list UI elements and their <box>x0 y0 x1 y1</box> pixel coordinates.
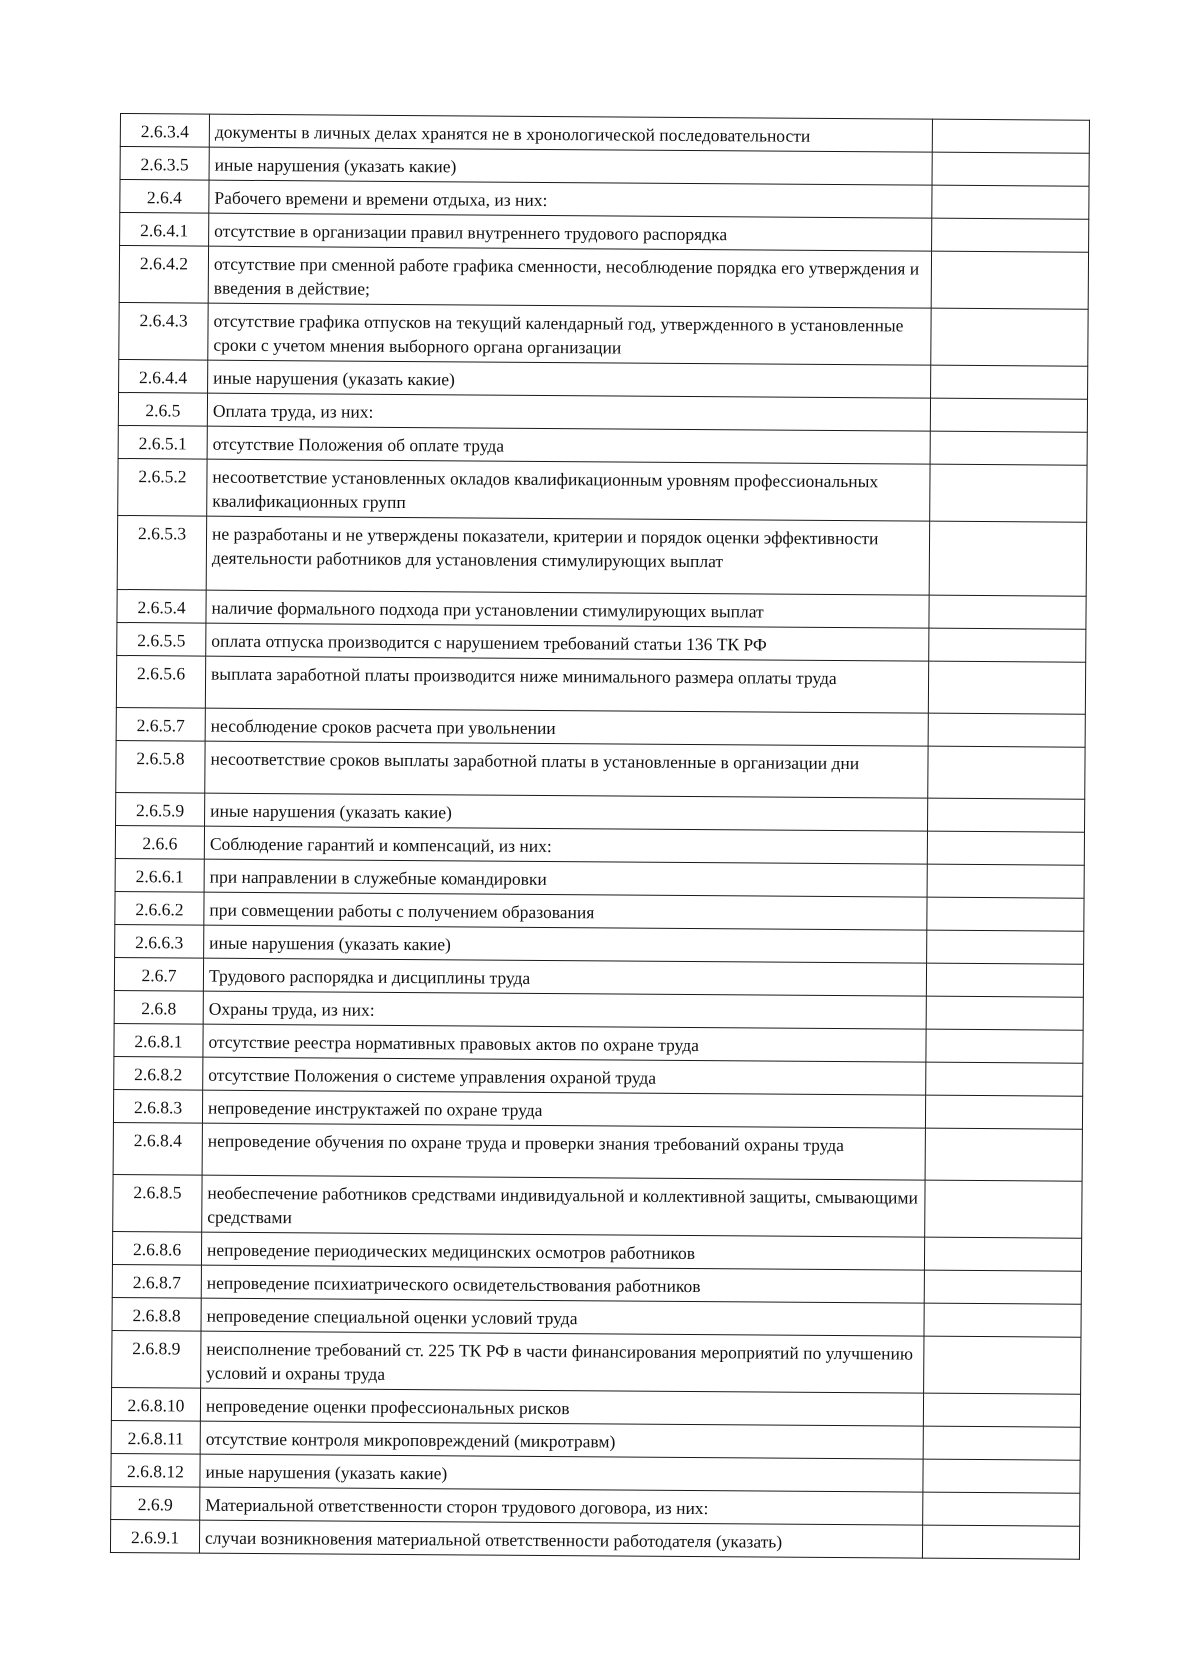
item-description: Рабочего времени и времени отдыха, из них: <box>209 180 932 218</box>
item-number: 2.6.8.8 <box>112 1297 201 1331</box>
item-number: 2.6.8 <box>114 990 203 1024</box>
item-mark-cell <box>928 661 1085 714</box>
item-mark-cell <box>932 185 1089 219</box>
item-mark-cell <box>932 218 1089 252</box>
item-description: несоблюдение сроков расчета при увольнении <box>205 708 928 746</box>
item-number: 2.6.6 <box>115 825 204 859</box>
table-row <box>119 246 1088 310</box>
item-number: 2.6.9 <box>111 1486 200 1520</box>
item-mark-cell <box>926 1062 1083 1096</box>
item-number: 2.6.8.3 <box>113 1089 202 1123</box>
item-description: отсутствие контроля микроповреждений (микротравм) <box>200 1421 923 1459</box>
item-description: отсутствие в организации правил внутреннего трудового распорядка <box>209 213 932 251</box>
item-number: 2.6.3.5 <box>120 147 209 181</box>
item-number: 2.6.8.1 <box>114 1023 203 1057</box>
item-mark-cell <box>931 308 1088 366</box>
table-row <box>116 740 1085 799</box>
item-description: необеспечение работников средствами индивидуальной и коллективной защиты, смывающими средствами <box>202 1175 925 1237</box>
item-number: 2.6.8.9 <box>112 1330 201 1388</box>
item-number: 2.6.8.2 <box>114 1056 203 1090</box>
item-number: 2.6.5.7 <box>116 707 205 741</box>
item-mark-cell <box>931 365 1088 399</box>
item-mark-cell <box>927 897 1084 931</box>
item-mark-cell <box>930 398 1087 432</box>
item-description: оплата отпуска производится с нарушением требований статьи 136 ТК РФ <box>206 623 929 661</box>
item-description: документы в личных делах хранятся не в хронологической последовательности <box>209 114 932 152</box>
item-description: Охраны труда, из них: <box>203 991 926 1029</box>
item-number: 2.6.5.9 <box>116 792 205 826</box>
item-number: 2.6.4.1 <box>120 213 209 247</box>
item-number: 2.6.4.2 <box>119 246 208 304</box>
item-description: отсутствие реестра нормативных правовых актов по охране труда <box>203 1024 926 1062</box>
table-row <box>113 1122 1082 1181</box>
item-mark-cell <box>923 1393 1080 1427</box>
item-description: неисполнение требований ст. 225 ТК РФ в части финансирования мероприятий по улучшению условий и охраны труда <box>201 1331 924 1393</box>
item-number: 2.6.4.4 <box>119 359 208 393</box>
item-description: выплата заработной платы производится ниже минимального размера оплаты труда <box>205 656 928 713</box>
item-mark-cell <box>929 628 1086 662</box>
item-number: 2.6.8.11 <box>111 1420 200 1454</box>
table-row <box>113 1174 1082 1238</box>
item-number: 2.6.6.3 <box>115 924 204 958</box>
item-mark-cell <box>928 713 1085 747</box>
item-description: несоответствие сроков выплаты заработной платы в установленные в организации дни <box>205 741 928 798</box>
item-mark-cell <box>924 1336 1081 1394</box>
item-description: Трудового распорядка и дисциплины труда <box>203 958 926 996</box>
table-row <box>117 515 1086 596</box>
item-mark-cell <box>927 864 1084 898</box>
item-number: 2.6.5.5 <box>117 622 206 656</box>
item-description: иные нарушения (указать какие) <box>204 925 927 963</box>
item-description: иные нарушения (указать какие) <box>205 793 928 831</box>
item-number: 2.6.5.2 <box>118 458 207 516</box>
item-mark-cell <box>922 1525 1079 1559</box>
item-description: Оплата труда, из них: <box>207 393 930 431</box>
item-mark-cell <box>927 831 1084 865</box>
item-number: 2.6.3.4 <box>120 114 209 148</box>
item-description: не разработаны и не утверждены показатели, критерии и порядок оценки эффективности деятельности работников для установления стимулирующих выплат <box>206 516 929 595</box>
item-mark-cell <box>925 1128 1082 1181</box>
item-number: 2.6.6.2 <box>115 891 204 925</box>
item-number: 2.6.4.3 <box>119 302 208 360</box>
table-row <box>119 302 1088 366</box>
item-mark-cell <box>932 152 1089 186</box>
item-description: непроведение периодических медицинских осмотров работников <box>201 1232 924 1270</box>
document-page <box>110 113 1090 1560</box>
item-mark-cell <box>924 1237 1081 1271</box>
item-number: 2.6.4 <box>120 180 209 214</box>
item-mark-cell <box>932 119 1089 153</box>
violations-checklist-table <box>110 113 1090 1560</box>
item-description: иные нарушения (указать какие) <box>208 360 931 398</box>
item-mark-cell <box>923 1426 1080 1460</box>
item-number: 2.6.8.7 <box>112 1264 201 1298</box>
item-mark-cell <box>926 996 1083 1030</box>
item-mark-cell <box>925 1095 1082 1129</box>
table-row <box>110 1519 1079 1559</box>
item-number: 2.6.5.6 <box>116 655 205 708</box>
item-description: непроведение обучения по охране труда и проверки знания требований охраны труда <box>202 1123 925 1180</box>
item-description: непроведение оценки профессиональных рисков <box>200 1388 923 1426</box>
item-description: отсутствие Положения об оплате труда <box>207 426 930 464</box>
item-description: Соблюдение гарантий и компенсаций, из них: <box>204 826 927 864</box>
item-description: при совмещении работы с получением образования <box>204 892 927 930</box>
item-description: несоответствие установленных окладов квалификационным уровням профессиональных квалификационных групп <box>207 459 930 521</box>
item-description: непроведение психиатрического освидетельствования работников <box>201 1265 924 1303</box>
item-number: 2.6.5 <box>118 392 207 426</box>
item-description: отсутствие Положения о системе управления охраной труда <box>203 1057 926 1095</box>
item-mark-cell <box>930 431 1087 465</box>
table-row <box>116 655 1085 714</box>
item-number: 2.6.5.1 <box>118 425 207 459</box>
item-number: 2.6.5.3 <box>117 515 207 590</box>
item-description: случаи возникновения материальной ответственности работодателя (указать) <box>199 1520 922 1558</box>
item-mark-cell <box>924 1303 1081 1337</box>
item-mark-cell <box>928 746 1085 799</box>
item-number: 2.6.5.4 <box>117 589 206 623</box>
item-description: иные нарушения (указать какие) <box>200 1454 923 1492</box>
item-number: 2.6.8.5 <box>113 1174 202 1232</box>
item-number: 2.6.7 <box>114 957 203 991</box>
item-number: 2.6.5.8 <box>116 740 205 793</box>
item-mark-cell <box>926 963 1083 997</box>
item-description: Материальной ответственности сторон трудового договора, из них: <box>200 1487 923 1525</box>
item-description: иные нарушения (указать какие) <box>209 147 932 185</box>
item-number: 2.6.8.12 <box>111 1453 200 1487</box>
item-description: наличие формального подхода при установлении стимулирующих выплат <box>206 590 929 628</box>
item-mark-cell <box>928 798 1085 832</box>
item-number: 2.6.8.4 <box>113 1122 202 1175</box>
item-number: 2.6.9.1 <box>110 1519 199 1553</box>
item-mark-cell <box>927 930 1084 964</box>
item-number: 2.6.8.10 <box>111 1387 200 1421</box>
item-mark-cell <box>924 1270 1081 1304</box>
item-mark-cell <box>931 251 1088 309</box>
item-mark-cell <box>929 595 1086 629</box>
table-row <box>118 458 1087 522</box>
item-mark-cell <box>923 1492 1080 1526</box>
item-description: отсутствие графика отпусков на текущий календарный год, утвержденного в установленные сроки с учетом мнения выборного органа организации <box>208 303 931 365</box>
item-mark-cell <box>925 1180 1082 1238</box>
item-number: 2.6.8.6 <box>112 1231 201 1265</box>
item-mark-cell <box>930 464 1087 522</box>
item-mark-cell <box>929 521 1087 596</box>
item-description: при направлении в служебные командировки <box>204 859 927 897</box>
item-mark-cell <box>926 1029 1083 1063</box>
item-description: непроведение специальной оценки условий труда <box>201 1298 924 1336</box>
item-mark-cell <box>923 1459 1080 1493</box>
item-number: 2.6.6.1 <box>115 858 204 892</box>
item-description: непроведение инструктажей по охране труда <box>202 1090 925 1128</box>
item-description: отсутствие при сменной работе графика сменности, несоблюдение порядка его утверждения и введения в действие; <box>208 246 931 308</box>
table-row <box>112 1330 1081 1394</box>
